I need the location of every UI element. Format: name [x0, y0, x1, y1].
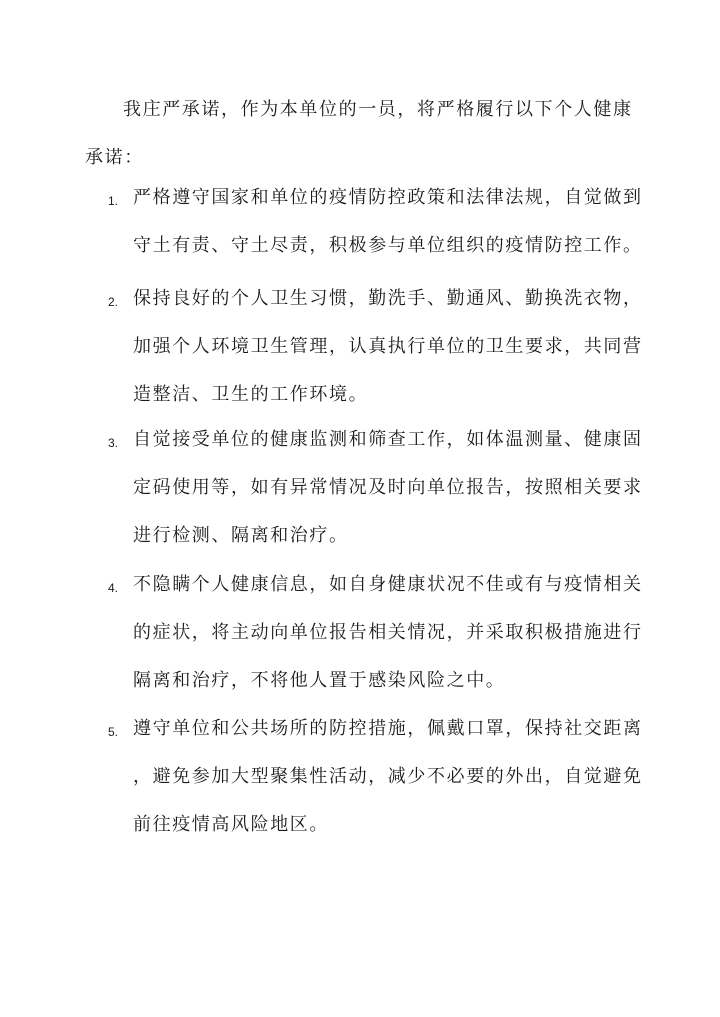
item-line: 隔离和治疗，不将他人置于感染风险之中。: [133, 670, 506, 691]
item-line: ，避免参加大型聚集性活动，减少不必要的外出，自觉避免: [133, 766, 643, 787]
item-number: 4.: [108, 581, 119, 595]
item-text: [133, 428, 643, 572]
item-number: 5.: [108, 725, 119, 739]
item-line: 定码使用等，如有异常情况及时向单位报告，按照相关要求: [133, 477, 643, 498]
item-text: [133, 573, 643, 717]
item-number: 2.: [108, 295, 119, 309]
item-text: [133, 717, 643, 861]
item-text: [133, 186, 643, 282]
item-line: 不隐瞒个人健康信息，如自身健康状况不佳或有与疫情相关: [133, 574, 643, 595]
item-line: 前往疫情高风险地区。: [133, 814, 329, 835]
item-line: 加强个人环境卫生管理，认真执行单位的卫生要求，共同营: [133, 336, 643, 357]
item-line: 进行检测、隔离和治疗。: [133, 525, 349, 546]
item-line: 造整洁、卫生的工作环境。: [133, 384, 369, 405]
item-text: [133, 287, 643, 431]
item-line: 自觉接受单位的健康监测和筛查工作，如体温测量、健康固: [133, 429, 643, 450]
item-line: 保持良好的个人卫生习惯，勤洗手、勤通风、勤换洗衣物，: [133, 288, 643, 309]
item-line: 遵守单位和公共场所的防控措施，佩戴口罩，保持社交距离: [133, 718, 643, 739]
item-number: 1.: [108, 194, 119, 208]
item-line: 的症状，将主动向单位报告相关情况，并采取积极措施进行: [133, 622, 643, 643]
item-number: 3.: [108, 436, 119, 450]
item-line: 守土有责、守土尽责，积极参与单位组织的疫情防控工作。: [133, 235, 643, 256]
item-line: 严格遵守国家和单位的疫情防控政策和法律法规，自觉做到: [133, 187, 643, 208]
intro-paragraph: 我庄严承诺，作为本单位的一员，将严格履行以下个人健康承诺：: [85, 99, 633, 168]
